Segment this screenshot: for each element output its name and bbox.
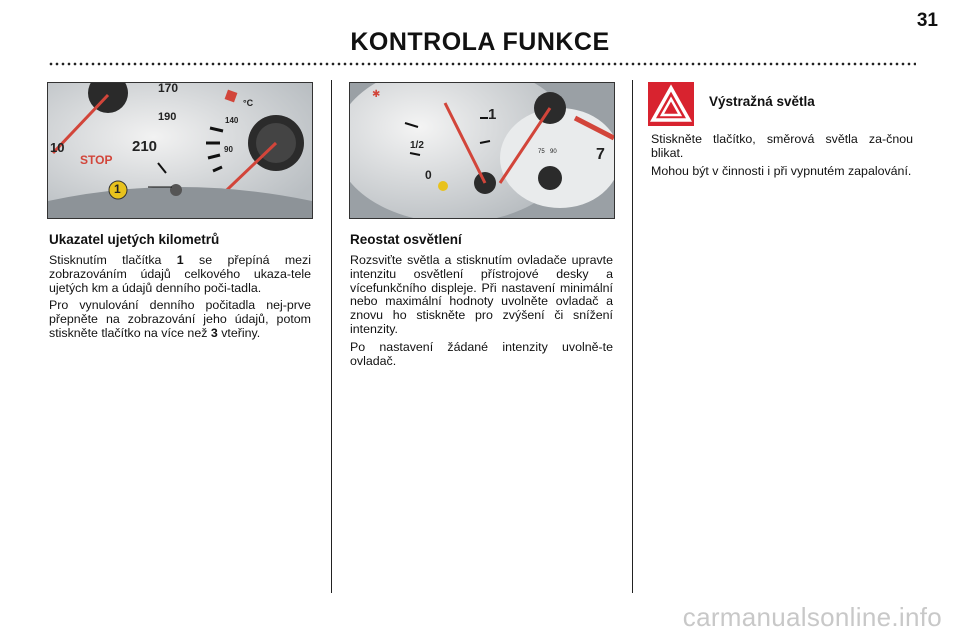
dashboard-fuel-gauge-illustration (350, 83, 614, 218)
watermark: carmanualsonline.info (682, 602, 942, 632)
temp-label-75: 75 (538, 149, 545, 155)
stop-label: STOP (80, 153, 113, 167)
odometer-heading: Ukazatel ujetých kilometrů (49, 232, 220, 247)
dimmer-text (350, 254, 613, 372)
dimmer-heading: Reostat osvětlení (350, 232, 462, 247)
fuel-label-1: 1 (488, 106, 497, 123)
dimmer-photo (349, 82, 615, 219)
svg-text:✱: ✱ (372, 89, 381, 100)
temp-label-7: 7 (596, 146, 605, 163)
page-number: 31 (916, 10, 938, 31)
column-divider-1 (331, 80, 332, 593)
odometer-text (49, 254, 311, 345)
temp-label-140: 140 (225, 116, 239, 125)
fuel-label-0: 0 (425, 168, 432, 182)
dimmer-paragraph-1: Rozsviťte světla a stisknutím ovladače upravte intenzitu osvětlení přístrojové desky a vícefunkčního displeje. Při nastavení minimální nebo maximální hodnoty uvolněte ovladač a znovu ho stiskněte pro zvýšení či snížení intenzity. (350, 253, 613, 336)
odometer-photo (47, 82, 313, 219)
odometer-paragraph-2: Pro vynulování denního počitadla nej-prve přepněte na zobrazování jeho údajů, potom stiskněte tlačítko na více než 3 vteřiny. (49, 298, 311, 340)
temp-unit-label: °C (243, 98, 254, 108)
speed-label-210: 210 (132, 138, 158, 155)
hazard-heading: Výstražná světla (709, 94, 815, 109)
dimmer-paragraph-2: Po nastavení žádané intenzity uvolně-te ovladač. (350, 339, 613, 368)
callout-number-1: 1 (114, 182, 121, 196)
speed-label-190: 190 (158, 111, 177, 123)
fuel-label-half: 1/2 (410, 140, 424, 151)
dashboard-speedometer-illustration (48, 83, 312, 218)
hazard-text (651, 133, 913, 182)
speed-label-10: 10 (50, 140, 65, 155)
hazard-warning-icon (648, 82, 694, 126)
temp-label-90: 90 (224, 145, 233, 154)
hazard-paragraph-2: Mohou být v činnosti i při vypnutém zapalování. (651, 163, 912, 178)
hazard-paragraph-1: Stiskněte tlačítko, směrová světla za-čnou blikat. (651, 132, 913, 160)
temp-label-90: 90 (550, 149, 557, 155)
column-divider-2 (632, 80, 633, 593)
dotted-divider (48, 62, 916, 66)
odometer-paragraph-1: Stisknutím tlačítka 1 se přepíná mezi zobrazováním údajů celkového ukaza-tele ujetých km a údajů denního poči-tadla. (49, 253, 311, 295)
speed-label-170: 170 (158, 82, 179, 95)
page-title: KONTROLA FUNKCE (350, 28, 610, 56)
